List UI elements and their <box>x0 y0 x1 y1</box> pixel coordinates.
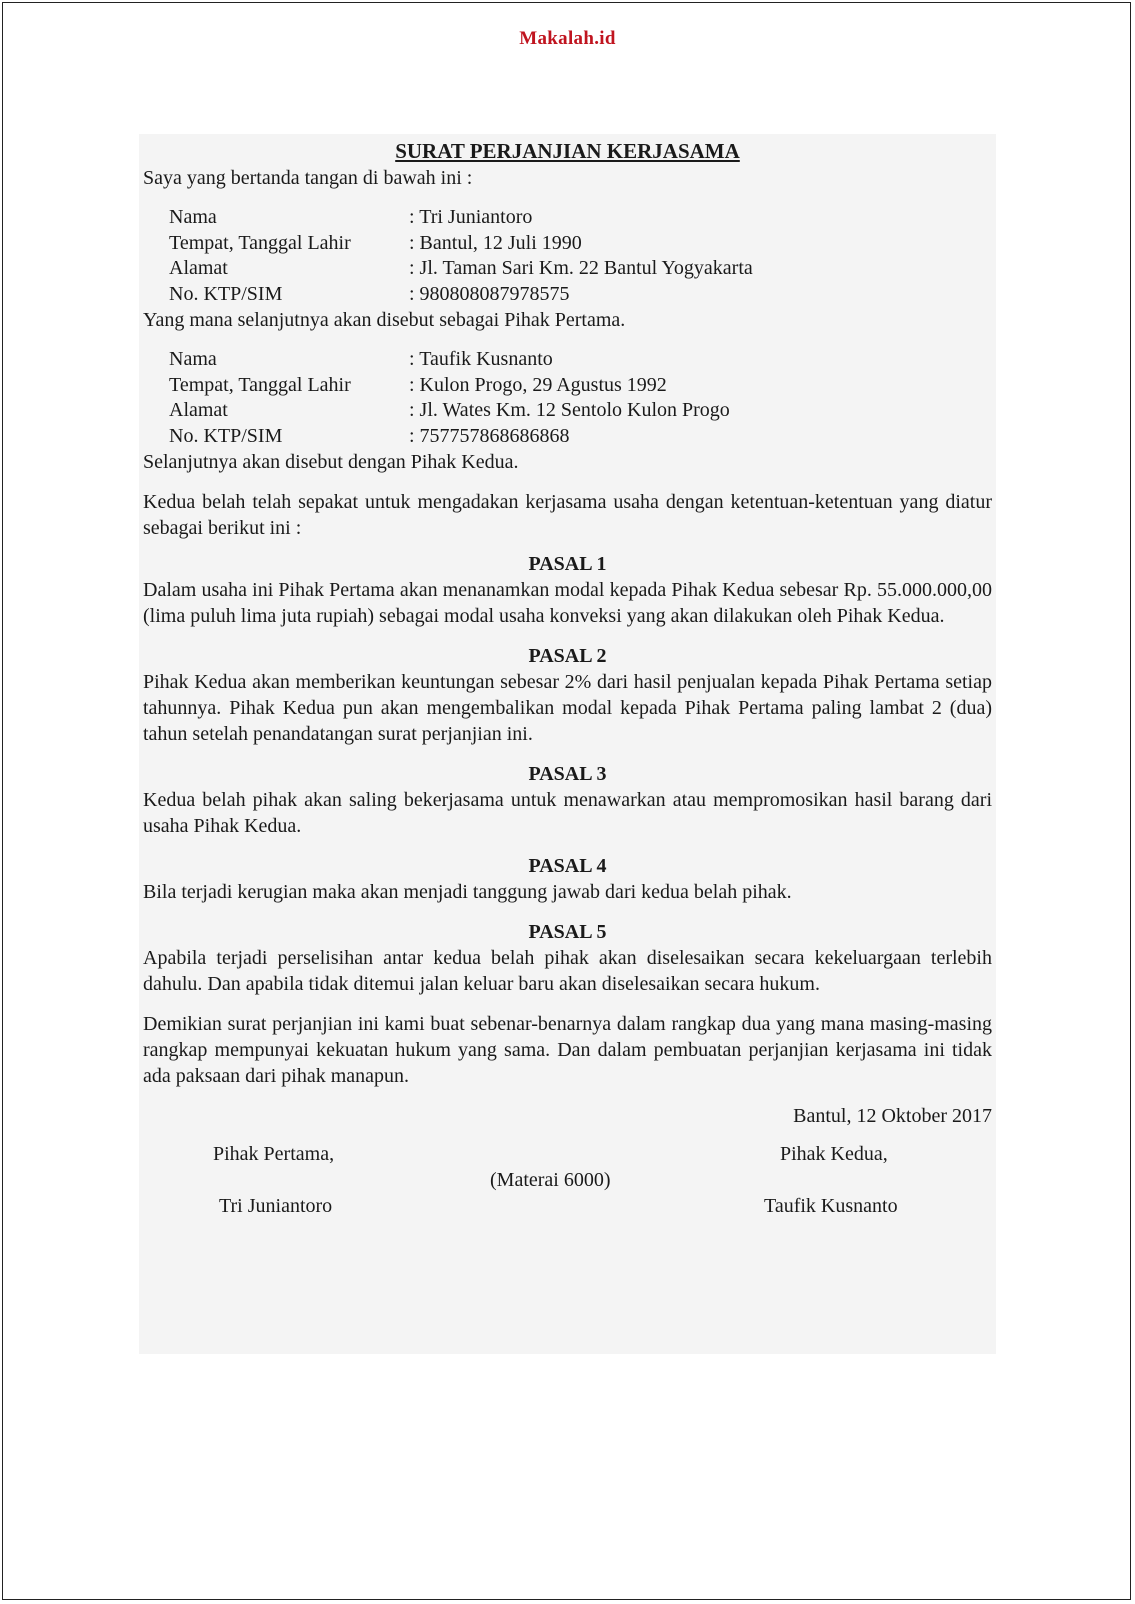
second-party-name: Taufik Kusnanto <box>764 1195 898 1217</box>
field-value: : Jl. Taman Sari Km. 22 Bantul Yogyakarta <box>409 257 753 279</box>
first-party-name: Tri Juniantoro <box>219 1195 333 1217</box>
party1-fields <box>169 205 992 307</box>
party2-address-row <box>169 398 992 424</box>
field-label: Tempat, Tanggal Lahir <box>169 231 351 254</box>
party1-note: Yang mana selanjutnya akan disebut sebagai Pihak Pertama. <box>143 309 626 331</box>
intro-text: Saya yang bertanda tangan di bawah ini : <box>143 167 473 189</box>
second-party-title: Pihak Kedua, <box>780 1143 888 1165</box>
party1-id-row <box>169 282 992 308</box>
document-title: SURAT PERJANJIAN KERJASAMA <box>395 139 740 163</box>
field-value: : Jl. Wates Km. 12 Sentolo Kulon Progo <box>409 399 730 421</box>
field-label: No. KTP/SIM <box>169 424 283 447</box>
field-label: Alamat <box>169 257 228 279</box>
party2-birth-row <box>169 373 992 399</box>
field-value: : Kulon Progo, 29 Agustus 1992 <box>409 373 667 396</box>
party1-name-row <box>169 205 992 231</box>
closing-text: Demikian surat perjanjian ini kami buat sebenar-benarnya dalam rangkap dua yang mana masing-masing rangkap mempunyai kekuatan hukum yang sama. Dan dalam pembuatan perjanjian kerjasama ini tidak ada paksaan dari pihak manapun. <box>143 1013 992 1087</box>
field-value: : 980808087978575 <box>409 282 570 305</box>
signing-date: Bantul, 12 Oktober 2017 <box>793 1105 992 1127</box>
field-label: Alamat <box>169 399 228 421</box>
first-party-title: Pihak Pertama, <box>213 1143 335 1165</box>
field-value: : Tri Juniantoro <box>409 206 533 228</box>
pasal-1-text: Dalam usaha ini Pihak Pertama akan menanamkan modal kepada Pihak Kedua sebesar Rp. 55.000.000,00 (lima puluh lima juta rupiah) sebagai modal usaha konveksi yang akan dilakukan oleh Pihak Kedua. <box>143 579 992 627</box>
signature-block <box>143 1129 992 1239</box>
pasal-4-text: Bila terjadi kerugian maka akan menjadi tanggung jawab dari kedua belah pihak. <box>143 881 792 903</box>
agreement-text: Kedua belah telah sepakat untuk mengadakan kerjasama usaha dengan ketentuan-ketentuan yang diatur sebagai berikut ini : <box>143 491 992 539</box>
field-label: No. KTP/SIM <box>169 282 283 305</box>
pasal-1-heading: PASAL 1 <box>528 553 607 575</box>
pasal-2-text: Pihak Kedua akan memberikan keuntungan sebesar 2% dari hasil penjualan kepada Pihak Pertama setiap tahunnya. Pihak Kedua pun akan mengembalikan modal kepada Pihak Pertama paling lambat 2 (dua) tahun setelah penandatangan surat perjanjian ini. <box>143 671 992 745</box>
party2-note: Selanjutnya akan disebut dengan Pihak Kedua. <box>143 451 519 473</box>
stamp-duty-note: (Materai 6000) <box>490 1169 611 1191</box>
field-label: Nama <box>169 348 217 370</box>
pasal-3-heading: PASAL 3 <box>528 763 607 785</box>
watermark: Makalah.id <box>519 28 616 49</box>
contract-document <box>139 134 996 1354</box>
pasal-4-heading: PASAL 4 <box>528 855 607 877</box>
field-label: Tempat, Tanggal Lahir <box>169 373 351 396</box>
field-value: : 757757868686868 <box>409 424 570 447</box>
party2-name-row <box>169 347 992 373</box>
pasal-5-heading: PASAL 5 <box>528 921 607 943</box>
pasal-2-heading: PASAL 2 <box>528 645 607 667</box>
field-value: : Taufik Kusnanto <box>409 348 553 370</box>
pasal-3-text: Kedua belah pihak akan saling bekerjasama untuk menawarkan atau mempromosikan hasil barang dari usaha Pihak Kedua. <box>143 789 992 837</box>
party1-birth-row <box>169 231 992 257</box>
field-label: Nama <box>169 206 217 228</box>
party1-address-row <box>169 256 992 282</box>
field-value: : Bantul, 12 Juli 1990 <box>409 231 582 254</box>
party2-id-row <box>169 424 992 450</box>
party2-fields <box>169 347 992 449</box>
pasal-5-text: Apabila terjadi perselisihan antar kedua belah pihak akan diselesaikan secara kekeluargaan terlebih dahulu. Dan apabila tidak ditemui jalan keluar baru akan diselesaikan secara hukum. <box>143 947 992 995</box>
